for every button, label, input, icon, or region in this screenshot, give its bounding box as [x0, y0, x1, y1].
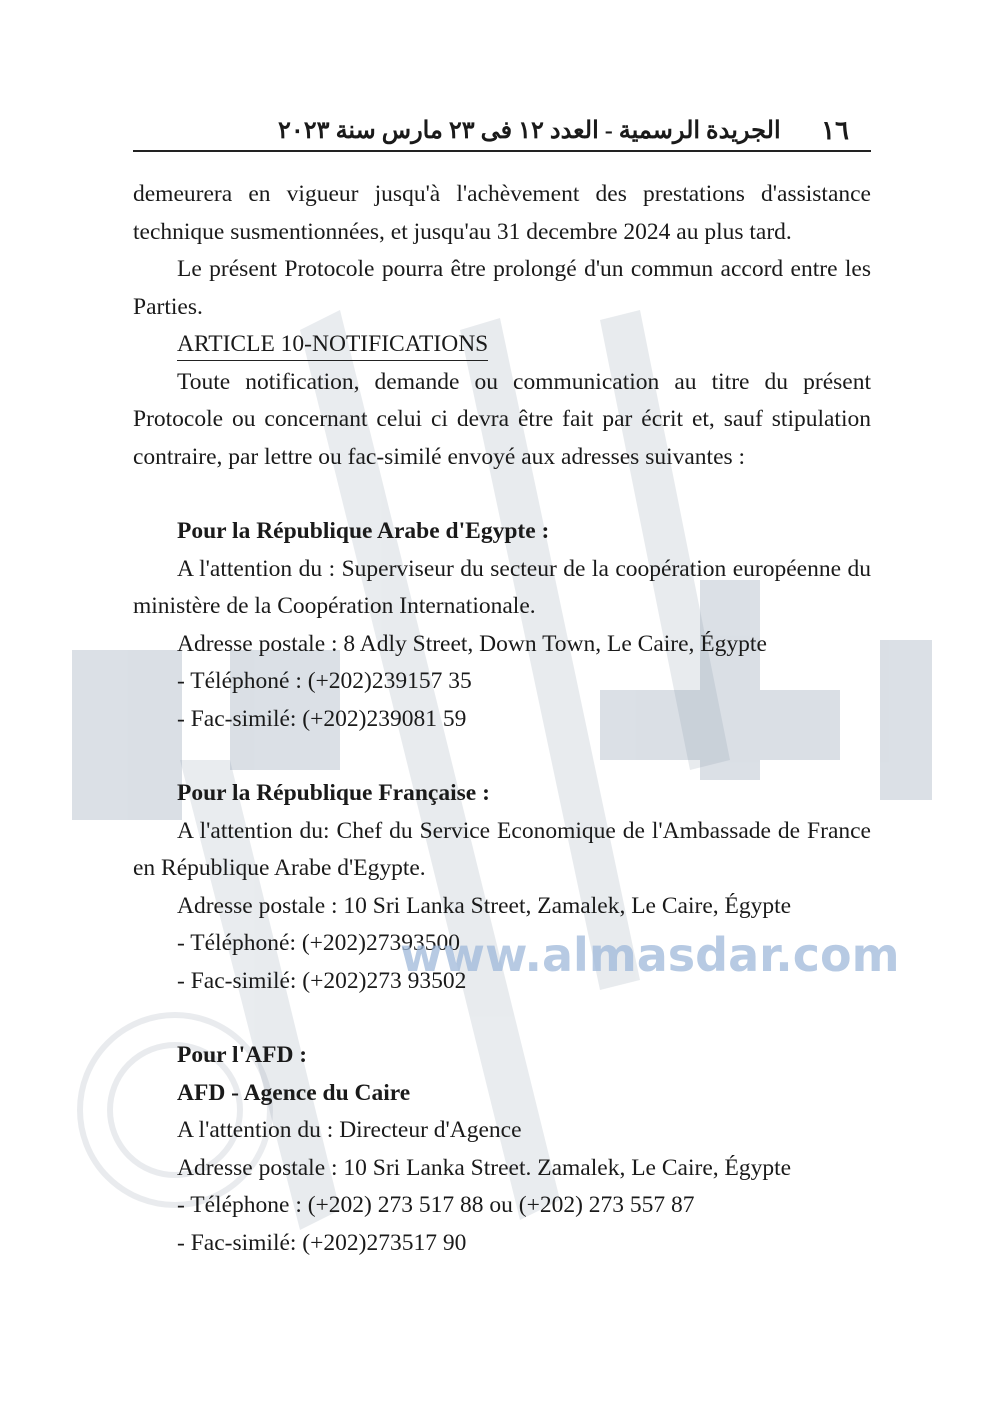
document-body [133, 176, 871, 1262]
page-header [133, 110, 871, 152]
spacer [133, 738, 871, 775]
egypt-phone: - Téléphoné : (+202)239157 35 [177, 668, 472, 694]
afd-subheading: AFD - Agence du Caire [177, 1079, 411, 1106]
egypt-address: Adresse postale : 8 Adly Street, Down Town, Le Caire, Égypte [177, 630, 767, 657]
egypt-attention: A l'attention du : Superviseur du secteur de la coopération européenne du ministère de la Coopération Internationale. [133, 555, 871, 619]
afd-attention: A l'attention du : Directeur d'Agence [177, 1117, 522, 1143]
afd-heading: Pour l'AFD : [177, 1042, 308, 1068]
france-phone: - Téléphoné: (+202)27393500 [177, 930, 461, 956]
france-fax: - Fac-similé: (+202)273 93502 [177, 967, 467, 994]
spacer [133, 1000, 871, 1037]
afd-fax: - Fac-similé: (+202)273517 90 [177, 1229, 467, 1256]
france-address: Adresse postale : 10 Sri Lanka Street, Zamalek, Le Caire, Égypte [177, 892, 792, 919]
paragraph-validity: demeurera en vigueur jusqu'à l'achèvement des prestations d'assistance technique susmentionnées, et jusqu'au 31 decembre 2024 au plus tard. [133, 181, 871, 245]
afd-phone: - Téléphone : (+202) 273 517 88 ou (+202) 273 557 87 [177, 1192, 695, 1218]
france-attention: A l'attention du: Chef du Service Economique de l'Ambassade de France en République Arabe d'Egypte. [133, 817, 871, 881]
watermark-url: www.almasdar.com [400, 928, 900, 982]
egypt-fax: - Fac-similé: (+202)239081 59 [177, 705, 467, 732]
afd-address: Adresse postale : 10 Sri Lanka Street. Zamalek, Le Caire, Égypte [177, 1154, 792, 1181]
spacer [133, 476, 871, 513]
france-heading: Pour la République Française : [177, 780, 490, 806]
egypt-heading: Pour la République Arabe d'Egypte : [177, 518, 550, 544]
paragraph-notifications: Toute notification, demande ou communication au titre du présent Protocole ou concernant celui ci devra être fait par écrit et, sauf stipulation contraire, par lettre ou fac-similé envoyé aux adresses suivantes : [133, 368, 871, 470]
article-heading: ARTICLE 10-NOTIFICATIONS [177, 328, 488, 361]
page-number: ١٦ [821, 116, 849, 145]
paragraph-extension: Le présent Protocole pourra être prolongé d'un commun accord entre les Parties. [133, 256, 871, 320]
gazette-title: الجريدة الرسمية - العدد ١٢ فى ٢٣ مارس سنة ٢٠٢٣ [278, 118, 781, 144]
article-heading-wrap [133, 326, 871, 364]
